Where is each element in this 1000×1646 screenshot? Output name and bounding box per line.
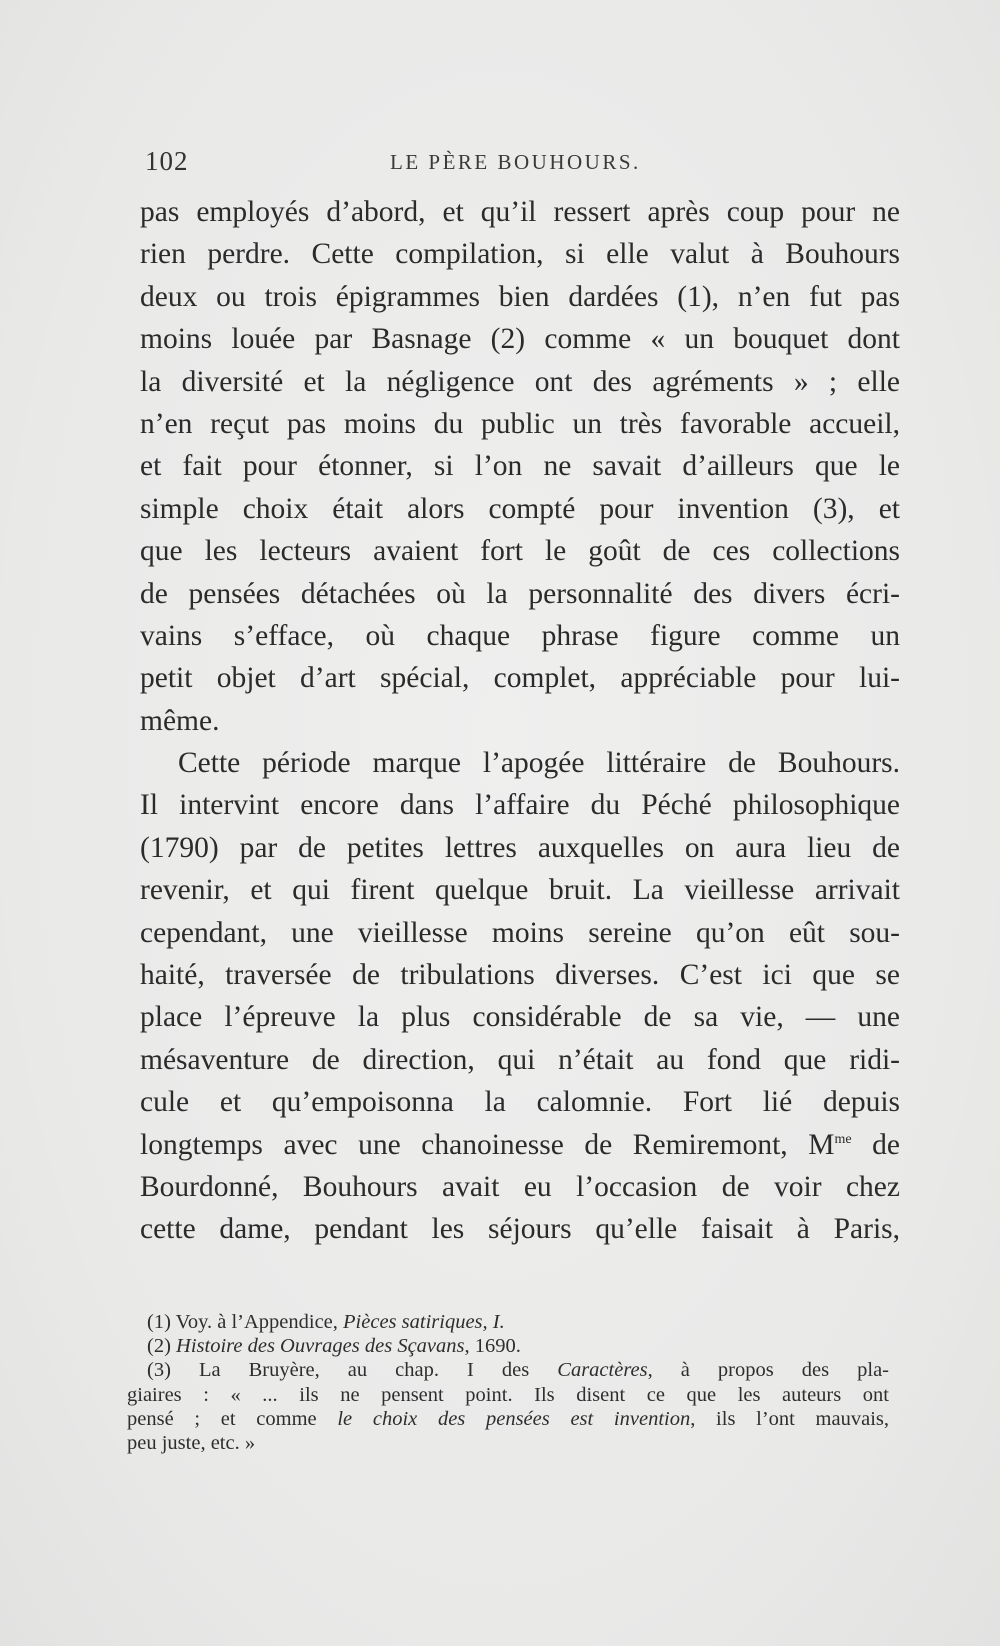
body-text [140, 191, 900, 1251]
text-line: cette dame, pendant les séjours qu’elle faisait à Paris, [140, 1213, 900, 1246]
text-line: cependant, une vieillesse moins sereine qu’on eût sou- [140, 916, 900, 949]
text-line: revenir, et qui firent quelque bruit. La vieillesse arrivait [140, 874, 900, 907]
text-line: Bourdonné, Bouhours avait eu l’occasion de voir chez [140, 1170, 900, 1203]
footnote-3-line-1: (3) La Bruyère, au chap. I des Caractères, à propos des pla- [147, 1359, 890, 1382]
text-line: place l’épreuve la plus considérable de sa vie, — une [140, 1001, 900, 1034]
text-line: rien perdre. Cette compilation, si elle valut à Bouhours [140, 238, 900, 271]
footnote-3-line-4: peu juste, etc. » [127, 1431, 256, 1454]
text-line: moins louée par Basnage (2) comme « un bouquet dont [140, 323, 900, 356]
footnotes [127, 1310, 889, 1455]
text-line: cule et qu’empoisonna la calomnie. Fort lié depuis [140, 1086, 900, 1119]
text-line: (1790) par de petites lettres auxquelles on aura lieu de [140, 831, 900, 864]
text-line: Il intervint encore dans l’affaire du Péché philosophique [140, 789, 900, 822]
text-line: mésaventure de direction, qui n’était au fond que ridi- [140, 1043, 900, 1076]
text-line-mme [140, 1124, 900, 1166]
footnote-3-line-3: pensé ; et comme le choix des pensées est invention, ils l’ont mauvais, [127, 1407, 889, 1430]
text-line: simple choix était alors compté pour invention (3), et [140, 492, 900, 525]
text-line: même. [140, 704, 220, 737]
text-line: n’en reçut pas moins du public un très favorable accueil, [140, 407, 900, 440]
text-line-mme-prefix: longtemps avec une chanoinesse de Remiremont, M [140, 1128, 835, 1161]
text-line: que les lecteurs avaient fort le goût de ces collections [140, 535, 900, 568]
footnote-3-line-2: giaires : « ... ils ne pensent point. Ils disent ce que les auteurs ont [127, 1383, 889, 1406]
page-header [145, 146, 895, 186]
mme-superscript: me [834, 1131, 852, 1147]
footnote-1: (1) Voy. à l’Appendice, Pièces satiriques, I. [147, 1311, 505, 1333]
text-line: haité, traversée de tribulations diverses. C’est ici que se [140, 959, 900, 992]
text-line: la diversité et la négligence ont des agréments » ; elle [140, 365, 900, 398]
text-line: vains s’efface, où chaque phrase figure comme un [140, 619, 900, 652]
text-line: deux ou trois épigrammes bien dardées (1), n’en fut pas [140, 280, 900, 313]
text-line: petit objet d’art spécial, complet, appréciable pour lui- [140, 662, 900, 695]
text-line: pas employés d’abord, et qu’il ressert après coup pour ne [140, 196, 900, 228]
running-title: LE PÈRE BOUHOURS. [390, 150, 641, 174]
text-line-mme-suffix: de [851, 1128, 900, 1161]
footnote-2: (2) Histoire des Ouvrages des Sçavans, 1690. [147, 1335, 521, 1358]
text-line: et fait pour étonner, si l’on ne savait d’ailleurs que le [140, 450, 900, 483]
paragraph-start-line: Cette période marque l’apogée littéraire de Bouhours. [178, 747, 900, 780]
page-number: 102 [145, 146, 189, 176]
text-line: de pensées détachées où la personnalité des divers écri- [140, 577, 900, 610]
